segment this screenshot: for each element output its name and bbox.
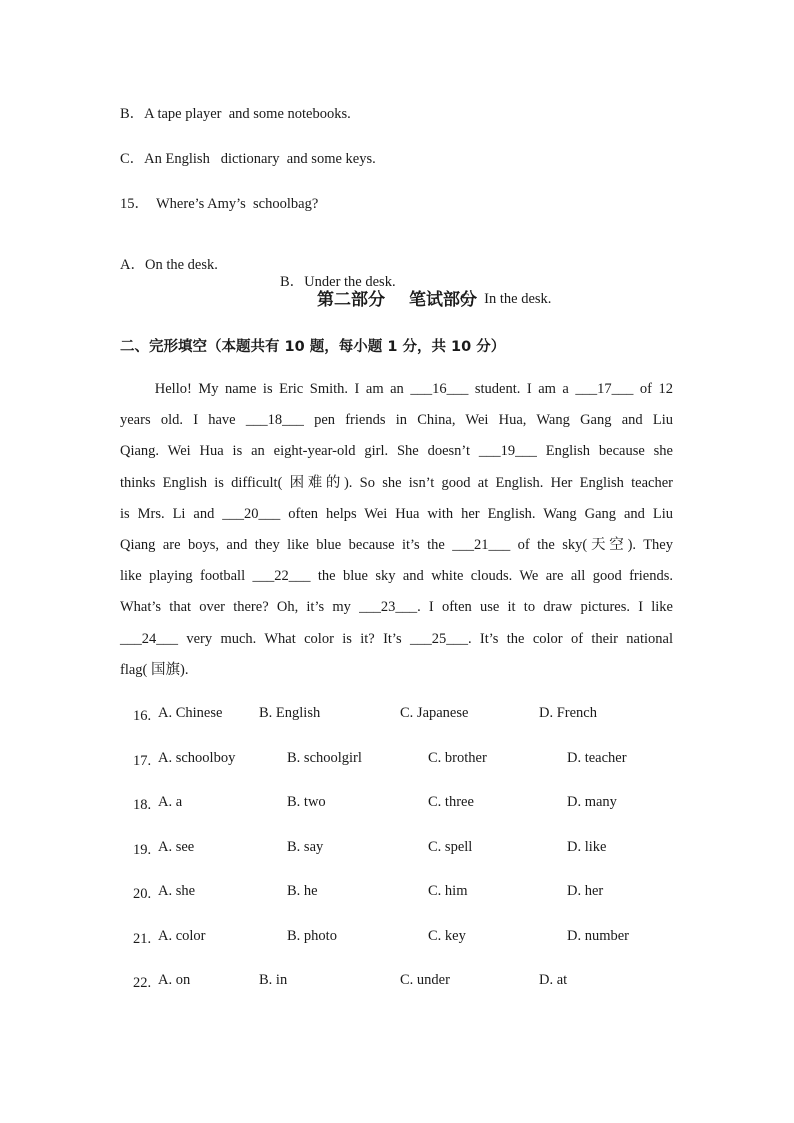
option-c: C. key (428, 928, 466, 944)
passage-line: is Mrs. Li and ___20___ often helps Wei Hua with her English. Wang Gang and Liu (120, 505, 673, 522)
option-15-c: C．An English dictionary and some keys. (120, 151, 376, 167)
passage-line: What’s that over there? Oh, it’s my ___23___. I often use it to draw pictures. I like (120, 599, 673, 616)
option-d: D. number (567, 928, 630, 944)
question-number: 22. (133, 975, 152, 991)
passage-line: flag( 国旗). (120, 661, 189, 678)
option-c: C. Japanese (400, 705, 469, 721)
option-a: A. a (158, 794, 183, 810)
question-22 (133, 972, 693, 994)
passage-line: thinks English is difficult( 困难的). So she isn’t good at English. Her English teacher (120, 474, 673, 491)
question-15: 15． Where’s Amy’s schoolbag? (120, 196, 319, 212)
passage-line: Qiang are boys, and they like blue because it’s the ___21___ of the sky(天空). They (120, 536, 673, 553)
passage-line: Hello! My name is Eric Smith. I am an ___16___ student. I am a ___17___ of 12 (120, 381, 673, 397)
option-a: A. schoolboy (158, 750, 236, 766)
option-15-b-choice: B．Under the desk. (280, 274, 396, 290)
question-number: 21. (133, 931, 152, 947)
option-b: B. he (287, 883, 318, 899)
option-15-c-choice: C．In the desk. (460, 291, 552, 307)
option-c: C. three (428, 794, 474, 810)
option-d: D. many (567, 794, 617, 810)
passage-line: ___24___ very much. What color is it? It’s ___25___. It’s the color of their national (120, 630, 673, 647)
option-b: B. say (287, 839, 324, 855)
option-a: A. Chinese (158, 705, 223, 721)
question-16 (133, 705, 693, 727)
option-d: D. like (567, 839, 607, 855)
question-number: 19. (133, 842, 152, 858)
option-b: B. English (259, 705, 321, 721)
section-title: 二、完形填空（本题共有 10 题，每小题 1 分，共 10 分） (120, 339, 506, 355)
question-number: 17. (133, 753, 152, 769)
option-15-b: B．A tape player and some notebooks. (120, 106, 351, 122)
option-d: D. at (539, 972, 568, 988)
option-15-a: A．On the desk. (120, 257, 218, 273)
option-c: C. spell (428, 839, 473, 855)
question-number: 16. (133, 708, 152, 724)
question-21 (133, 928, 693, 950)
option-d: D. French (539, 705, 597, 721)
passage-line: years old. I have ___18___ pen friends in China, Wei Hua, Wang Gang and Liu (120, 412, 673, 429)
passage-line: Qiang. Wei Hua is an eight-year-old girl. She doesn’t ___19___ English because she (120, 443, 673, 460)
option-b: B. in (259, 972, 288, 988)
passage-line: like playing football ___22___ the blue sky and white clouds. We are all good friends. (120, 568, 673, 585)
cloze-passage (120, 374, 673, 686)
option-a: A. she (158, 883, 196, 899)
option-c: C. him (428, 883, 468, 899)
question-number: 18. (133, 797, 152, 813)
option-b: B. photo (287, 928, 337, 944)
option-c: C. brother (428, 750, 487, 766)
option-c: C. under (400, 972, 450, 988)
question-19 (133, 839, 693, 861)
option-b: B. two (287, 794, 326, 810)
question-number: 20. (133, 886, 152, 902)
option-a: A. color (158, 928, 206, 944)
option-a: A. on (158, 972, 191, 988)
option-b: B. schoolgirl (287, 750, 362, 766)
option-a: A. see (158, 839, 195, 855)
question-18 (133, 794, 693, 816)
question-17 (133, 750, 693, 772)
part-title: 第二部分 笔试部分 (317, 290, 477, 310)
question-20 (133, 883, 693, 905)
option-d: D. teacher (567, 750, 627, 766)
option-d: D. her (567, 883, 604, 899)
